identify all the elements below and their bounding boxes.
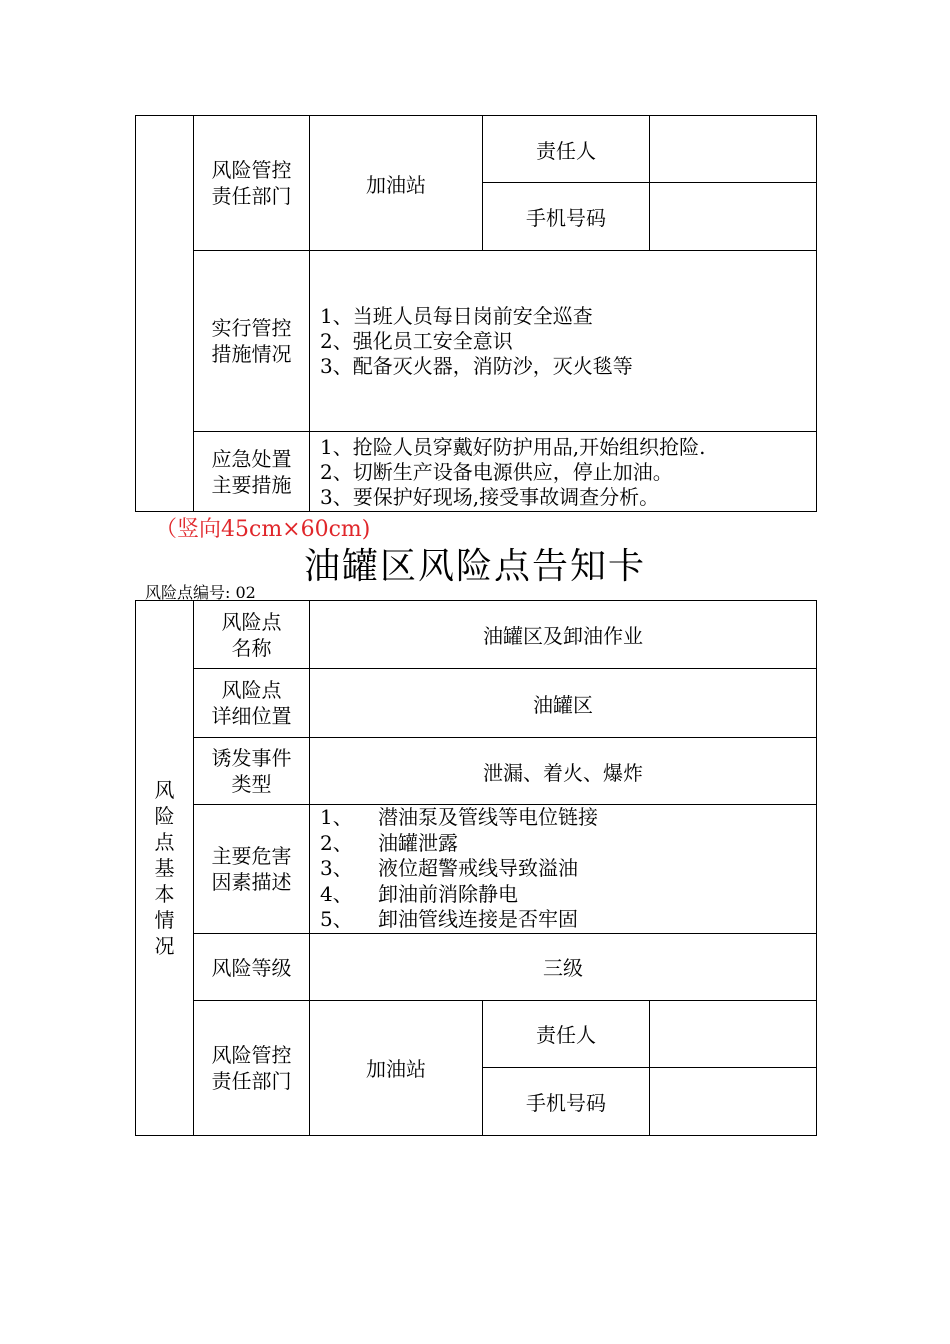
level-label: 风险等级 [194, 933, 310, 1000]
hazard-item: 2、 油罐泄露 [320, 830, 458, 855]
emergency-item: 1、抢险人员穿戴好防护用品,开始组织抢险. [320, 435, 706, 459]
top-responsible-label: 责任人 [483, 116, 650, 183]
top-section-cell [136, 116, 194, 512]
emergency-item: 2、切断生产设备电源供应，停止加油。 [320, 460, 673, 484]
name-value: 油罐区及卸油作业 [310, 601, 817, 669]
measure-item: 2、强化员工安全意识 [320, 328, 513, 353]
measure-item: 3、配备灭火器，消防沙，灭火毯等 [320, 353, 633, 378]
top-emergency-label: 应急处置 主要措施 [194, 432, 310, 512]
hazard-item: 5、 卸油管线连接是否牢固 [320, 907, 578, 931]
top-phone-label: 手机号码 [483, 183, 650, 251]
top-phone-value [650, 183, 817, 251]
phone-value [650, 1067, 817, 1135]
top-measures-label: 实行管控 措施情况 [194, 251, 310, 432]
dept-value: 加油站 [310, 1000, 483, 1135]
risk-point-code: 风险点编号: 02 [145, 583, 256, 602]
hazard-list [310, 805, 817, 934]
risk-card-table [135, 600, 817, 1136]
section-label-vertical: 风 险 点 基 本 情 况 [136, 601, 194, 1136]
top-emergency-list [310, 432, 817, 512]
top-dept-label: 风险管控 责任部门 [194, 116, 310, 251]
location-label: 风险点 详细位置 [194, 669, 310, 738]
level-value: 三级 [310, 933, 817, 1000]
location-value: 油罐区 [310, 669, 817, 738]
event-label: 诱发事件 类型 [194, 738, 310, 805]
hazard-item: 4、 卸油前消除静电 [320, 881, 518, 906]
hazard-item: 1、 潜油泵及管线等电位链接 [320, 805, 598, 829]
top-measures-list [310, 251, 817, 432]
hazard-label: 主要危害 因素描述 [194, 805, 310, 934]
top-card-table [135, 115, 817, 512]
card-title: 油罐区风险点告知卡 [303, 546, 646, 587]
name-label: 风险点 名称 [194, 601, 310, 669]
emergency-item: 3、要保护好现场,接受事故调查分析。 [320, 485, 660, 509]
hazard-item: 3、 液位超警戒线导致溢油 [320, 856, 578, 880]
responsible-value [650, 1000, 817, 1067]
responsible-label: 责任人 [483, 1000, 650, 1067]
dept-label: 风险管控 责任部门 [194, 1000, 310, 1135]
phone-label: 手机号码 [483, 1067, 650, 1135]
measure-item: 1、当班人员每日岗前安全巡查 [320, 303, 593, 328]
top-responsible-value [650, 116, 817, 183]
size-note: （竖向45cm×60cm) [155, 517, 371, 542]
top-dept-value: 加油站 [310, 116, 483, 251]
event-value: 泄漏、着火、爆炸 [310, 738, 817, 805]
